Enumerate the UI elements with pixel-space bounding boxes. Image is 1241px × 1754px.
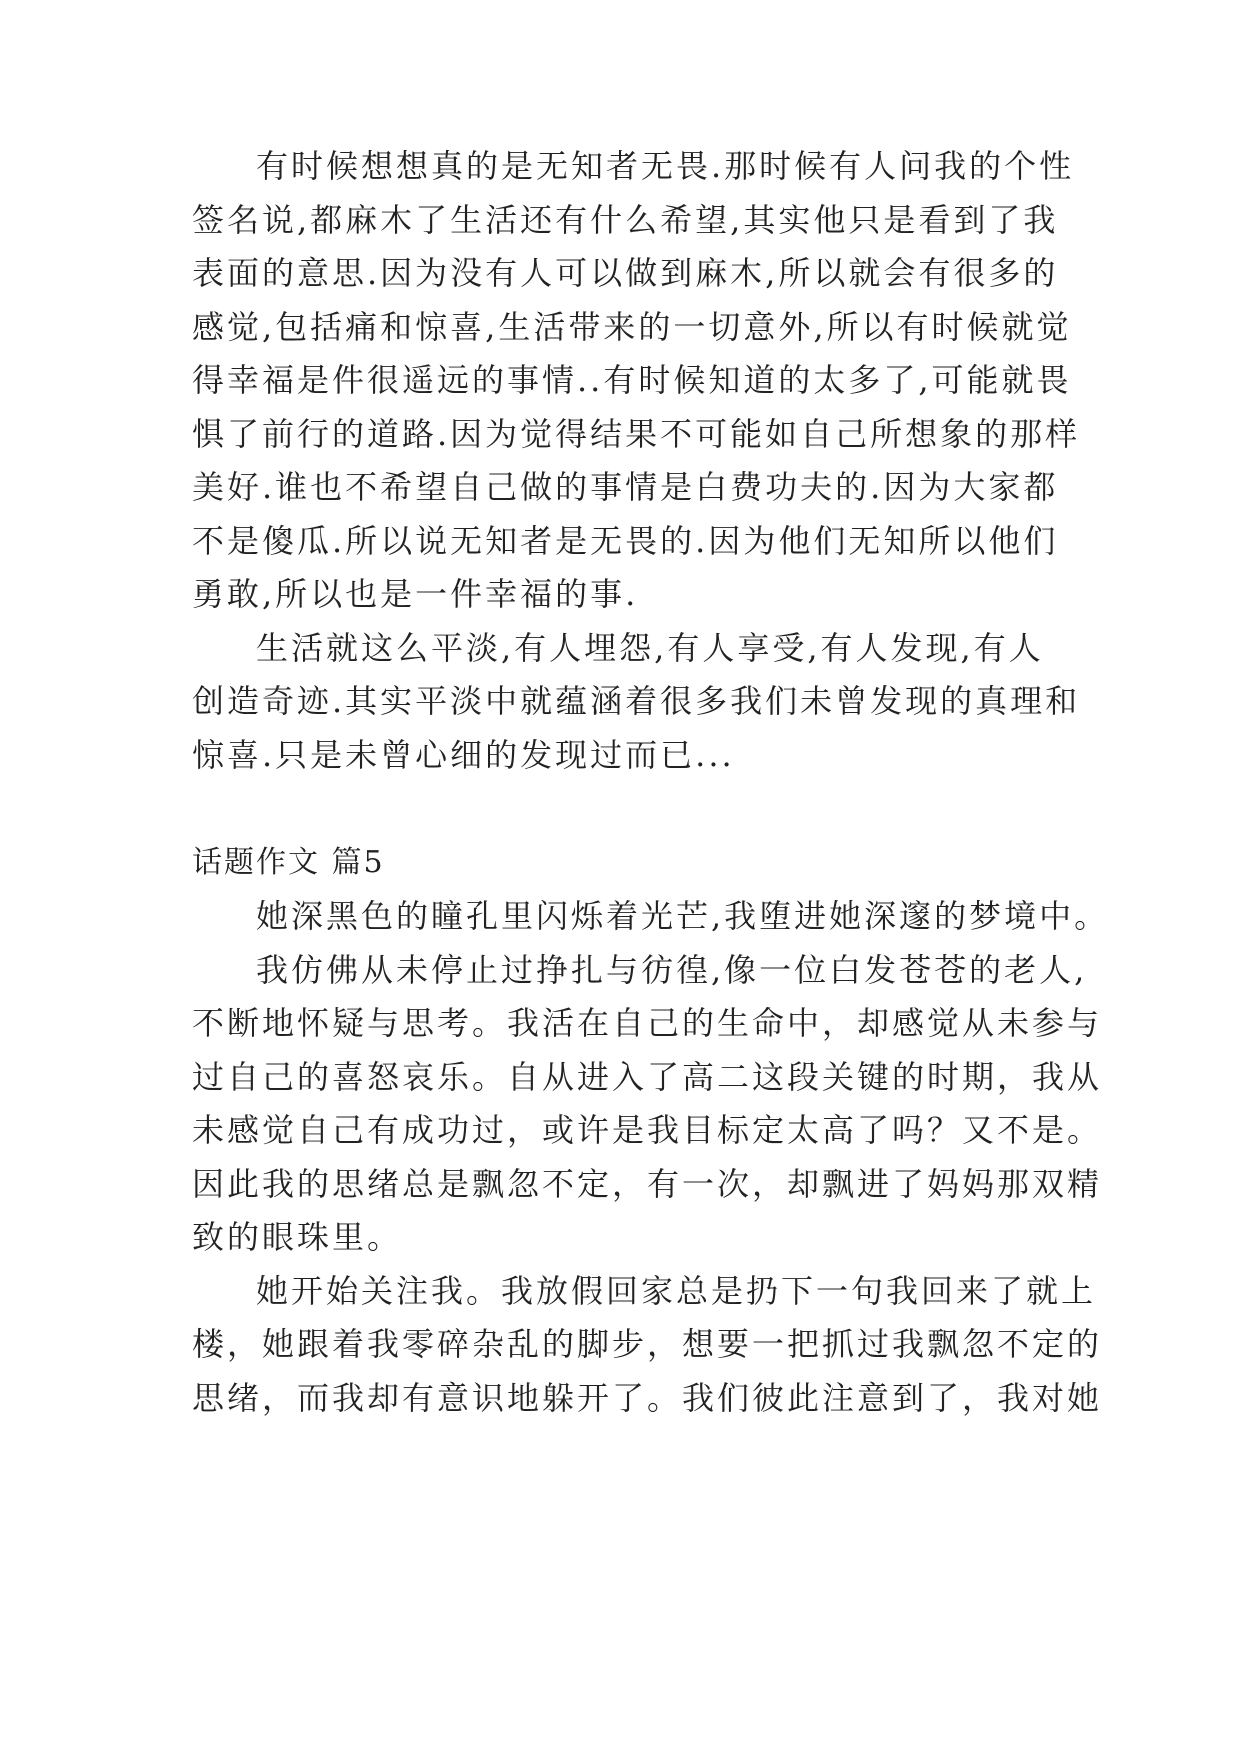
text-line: 过自己的喜怒哀乐。自从进入了高二这段关键的时期，我从 [192, 1058, 1103, 1096]
text-line: 不断地怀疑与思考。我活在自己的生命中，却感觉从未参与 [192, 1004, 1103, 1042]
section-heading: 话题作文 篇5 [192, 845, 385, 880]
text-line: 感觉,包括痛和惊喜,生活带来的一切意外,所以有时候就觉 [192, 308, 1072, 346]
text-line: 创造奇迹.其实平淡中就蕴涵着很多我们未曾发现的真理和 [192, 682, 1081, 720]
text-line: 致的眼珠里。 [192, 1218, 403, 1256]
text-line: 未感觉自己有成功过，或许是我目标定太高了吗？又不是。 [192, 1111, 1103, 1149]
text-line: 我仿佛从未停止过挣扎与彷徨,像一位白发苍苍的老人, [256, 951, 1088, 989]
text-line: 美好.谁也不希望自己做的事情是白费功夫的.因为大家都 [192, 468, 1059, 506]
text-line: 生活就这么平淡,有人埋怨,有人享受,有人发现,有人 [256, 629, 1044, 667]
text-line: 思绪，而我却有意识地躲开了。我们彼此注意到了，我对她 [192, 1379, 1103, 1417]
text-line: 她开始关注我。我放假回家总是扔下一句我回来了就上 [256, 1272, 1097, 1310]
text-line: 不是傻瓜.所以说无知者是无畏的.因为他们无知所以他们 [192, 522, 1059, 560]
text-line: 惊喜.只是未曾心细的发现过而已... [192, 736, 735, 774]
text-line: 签名说,都麻木了生活还有什么希望,其实他只是看到了我 [192, 201, 1059, 239]
text-line: 楼，她跟着我零碎杂乱的脚步，想要一把抓过我飘忽不定的 [192, 1325, 1103, 1363]
text-line: 惧了前行的道路.因为觉得结果不可能如自己所想象的那样 [192, 415, 1081, 453]
text-line: 她深黑色的瞳孔里闪烁着光芒,我堕进她深邃的梦境中。 [256, 897, 1110, 935]
text-line: 有时候想想真的是无知者无畏.那时候有人问我的个性 [256, 147, 1075, 185]
text-line: 勇敢,所以也是一件幸福的事. [192, 575, 639, 613]
text-line: 得幸福是件很遥远的事情..有时候知道的太多了,可能就畏 [192, 361, 1072, 399]
text-line: 表面的意思.因为没有人可以做到麻木,所以就会有很多的 [192, 254, 1059, 292]
text-line: 因此我的思绪总是飘忽不定，有一次，却飘进了妈妈那双精 [192, 1165, 1103, 1203]
